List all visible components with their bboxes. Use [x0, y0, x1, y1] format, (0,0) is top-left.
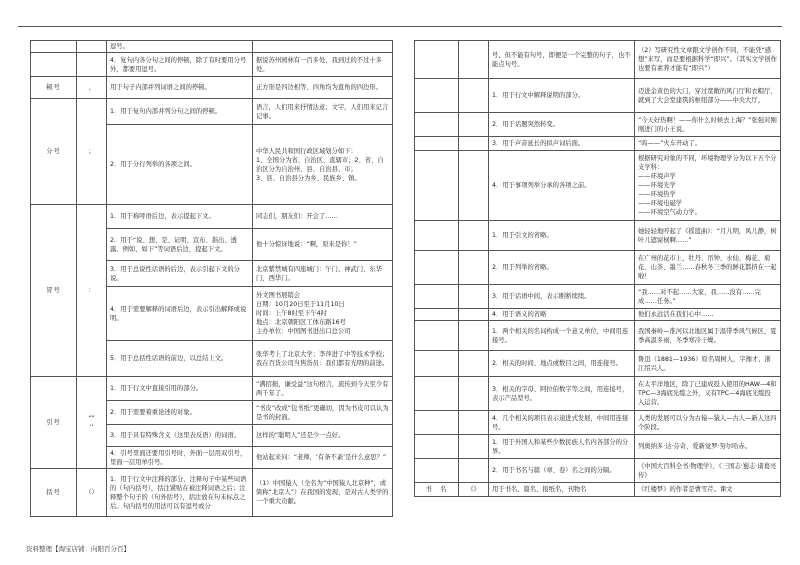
table-row	[31, 41, 393, 53]
example-cell: 这样的“聪明人”还是少一点好。	[253, 425, 393, 447]
example-cell: 在太平洋地区，除了已建成投入使用的HAW—4和TPC—3海底光缆之外，又有TPC—4海底光缆投入运营。	[635, 377, 781, 411]
usage-cell: 2．用于话题突然转变。	[489, 113, 635, 137]
usage-cell: 逗号。	[107, 41, 253, 53]
table-row	[415, 411, 781, 435]
example-cell: 《中国大百科全书·物理学》、《三国志·蜀志·诸葛亮传》	[635, 459, 781, 483]
usage-cell: 3．用于话语中间，表示断断续续。	[489, 285, 635, 309]
table-row	[415, 221, 781, 251]
table-row	[415, 435, 781, 459]
example-cell: 中华人民共和国行政区域划分如下： 1、全国分为省、自治区、直辖市；2、省、自治区分为自治州、县、自治县、市； 3、县、自治县分为乡、民族乡、镇。	[253, 125, 393, 205]
usage-cell: 2．用于分行列举的各项之间。	[107, 125, 253, 205]
table-row	[415, 377, 781, 411]
usage-cell: 4．复句内各分句之间的停顿，除了有时要用分号外，都要用逗号。	[107, 53, 253, 77]
example-cell: “我……对不起……大家，我……没有……完成……任务。”	[635, 285, 781, 309]
table-row	[31, 99, 393, 125]
example-cell: “呜——”火车开动了。	[635, 137, 781, 151]
usage-cell: 2．用于列举的省略。	[489, 251, 635, 285]
example-cell: 正方形是四边相等、四角均为直角的四边形。	[253, 77, 393, 99]
mark-name: 冒号	[31, 205, 77, 377]
usage-cell: 4．几个相关的项目表示递进式发展，中间用连接号。	[489, 411, 635, 435]
mark-symbol: ：	[77, 205, 107, 377]
example-cell: “书皮”改成“包书纸”更确切，因为书皮可以认为是书的封面。	[253, 401, 393, 425]
example-cell: 张华考上了北京大学；李萍进了中等技术学校；我在百货公司当售货员：我们都有光明的前途。	[253, 341, 393, 377]
example-cell: 她轻轻地哼起了《摇篮曲》：“月儿明，风儿静，树叶儿遮窗棂啊……”	[635, 221, 781, 251]
table-row	[415, 459, 781, 483]
table-row	[415, 79, 781, 113]
example-cell: （1）中国猿人（全名为“中国猿人北京种”，或简称“北京人”）在我国的发现，是对古人类学的一个重大贡献。	[253, 469, 393, 517]
example-cell: 根据研究对象的不同，环境物理学分为以下五个分支学科： ——环境声学 ——环境光学 ——环境热学 ——环境电磁学 ——环境空气动力学。	[635, 151, 781, 221]
table-row	[415, 137, 781, 151]
mark-name: 括号	[31, 469, 77, 517]
mark-symbol: “” ‘’	[77, 377, 107, 469]
example-cell: 据说苏州园林有一百多处，我到过的不过十多处。	[253, 53, 393, 77]
mark-name: 书 名	[415, 483, 459, 497]
table-row	[31, 205, 393, 229]
mark-symbol: ；	[77, 99, 107, 205]
usage-cell: 1．用于行文中注释的部分，注释句子中某些词语的（句内括号），括注紧贴在被注释词语之后；注释整个句子的（句外括号），括注放在句末标点之后。句内括号的用法可以有逗号或分	[107, 469, 253, 517]
usage-cell: 1．用于行文中直接引用的部分。	[107, 377, 253, 401]
usage-cell: 1．用于称呼语后边，表示提起下文。	[107, 205, 253, 229]
example-cell: “满招损，谦受益”这句格言，流传到今天至少有两千年了。	[253, 377, 393, 401]
usage-cell: 用于句子内部并列词语之间的停顿。	[107, 77, 253, 99]
table-row	[415, 285, 781, 309]
example-cell: 他们永远活在我们心中……	[635, 309, 781, 321]
table-row	[415, 251, 781, 285]
example-cell: 列奥纳多·达·芬奇、爱新觉罗·努尔哈赤。	[635, 435, 781, 459]
table-row	[415, 321, 781, 351]
table-row	[415, 113, 781, 137]
punctuation-table-left	[30, 40, 393, 517]
mark-symbol: 《》	[459, 483, 489, 497]
table-row	[415, 351, 781, 377]
usage-cell: 2．用于“说、想、是、证明、宣布、指出、透露、例如、如下”等词语后边，提起下文。	[107, 229, 253, 261]
example-cell: 他站起来问：“老师，‘有条不紊’是什么意思？”	[253, 447, 393, 469]
example-cell: 我国秦岭—淮河以北地区属于温带季风气候区，夏季高温多雨，冬季寒冷干燥。	[635, 321, 781, 351]
example-cell: （2）写研究性文章跟文学创作不同，不能凭“感想”来写，而是要根据科学“即兴”。（其实文学创作也要有素养才能有“即兴”）	[635, 41, 781, 79]
usage-cell: 1．两个相关的名词构成一个意义单位，中间用连接号。	[489, 321, 635, 351]
table-row	[31, 53, 393, 77]
usage-cell: 4．用于语义的省略	[489, 309, 635, 321]
example-cell: 鲁迅（1881—1936）原名周树人，字豫才，浙江绍兴人。	[635, 351, 781, 377]
mark-name: 引号	[31, 377, 77, 469]
mark-symbol: 、	[77, 77, 107, 99]
mark-name: 分号	[31, 99, 77, 205]
table-row	[31, 377, 393, 401]
footer-note: 资料整理【淘宝店铺：向阳百分百】	[26, 545, 130, 553]
table-row	[415, 41, 781, 79]
usage-cell: 2．用于书名与篇（章、卷）名之间的分隔。	[489, 459, 635, 483]
table-row	[31, 469, 393, 517]
usage-cell: 1．用于外国人和某些少数民族人名内各部分的分界。	[489, 435, 635, 459]
usage-cell: 3．相关的字母、阿拉伯数字等之间，用连接号，表示产品型号。	[489, 377, 635, 411]
usage-cell: 3．用于声音延长的拟声词后面。	[489, 137, 635, 151]
usage-cell: 4．引号里面还要用引号时，外面一层用双引号，里面一层用单引号。	[107, 447, 253, 469]
usage-cell: 2．相关的时间、地点或数目之间，用连接号。	[489, 351, 635, 377]
example-cell: 迈进金黄色的大门，穿过宽敞的风门厅和衣帽厅，就到了大会堂建筑的枢纽部分——中央大厅。	[635, 79, 781, 113]
usage-cell: 4．用于事项列举分承的各项之前。	[489, 151, 635, 221]
usage-cell: 3．用于具有特殊含义（这里表反语）的词语。	[107, 425, 253, 447]
usage-cell: 5．用于总括性话语的前边，以总结上文。	[107, 341, 253, 377]
example-cell: 《红楼梦》的作者是曹雪芹。课文	[635, 483, 781, 497]
table-row	[415, 483, 781, 497]
example-cell: 同志们，朋友们：开会了……	[253, 205, 393, 229]
table-row	[415, 309, 781, 321]
table-row	[31, 77, 393, 99]
usage-cell: 1．用于引文的省略。	[489, 221, 635, 251]
mark-symbol: （）	[77, 469, 107, 517]
example-cell: 人类的发展可以分为古猿—猿人—古人—新人这四个阶段。	[635, 411, 781, 435]
usage-cell: 用于书名、篇名、报纸名、刊物名	[489, 483, 635, 497]
usage-cell: 3．用于总说性话语的后边，表示引起下文的分说。	[107, 261, 253, 287]
example-cell: 他十分惊讶地说：“啊，原来是你！”	[253, 229, 393, 261]
header-rule	[18, 26, 782, 27]
usage-cell: 1．用于行文中解释说明的部分。	[489, 79, 635, 113]
usage-cell: 2．用于需要着重论述的对象。	[107, 401, 253, 425]
punctuation-table-right	[414, 40, 781, 497]
example-cell: 语言，人们用来抒情达意；文字，人们用来记言记事。	[253, 99, 393, 125]
example-cell: “今天好热啊！——你什么时候去上海？”张强对刚刚进门的小王说。	[635, 113, 781, 137]
table-row	[415, 151, 781, 221]
usage-cell: 1．用于复句内部并列分句之间的停顿。	[107, 99, 253, 125]
example-cell: 在广州的花市上，牡丹、吊钟、水仙、梅花、菊花、山茶、墨兰……春秋冬三季的鲜花都挤在一起啦！	[635, 251, 781, 285]
usage-cell: 号，但不能有句号，即便是一个完整的句子，也不能点句号。	[489, 41, 635, 79]
example-cell: 北京紫禁城有四座城门：午门、神武门、东华门、西华门。	[253, 261, 393, 287]
mark-name: 顿号	[31, 77, 77, 99]
usage-cell: 4．用于需要解释的词语后边，表示引出解释或说明。	[107, 287, 253, 341]
example-cell: 外文图书展销会 日期：10月20日至于11月10日 时间：上午8时至下午4时 地点：北京朝阳区工体东路16号 主办单位：中国图书进出口总公司	[253, 287, 393, 341]
